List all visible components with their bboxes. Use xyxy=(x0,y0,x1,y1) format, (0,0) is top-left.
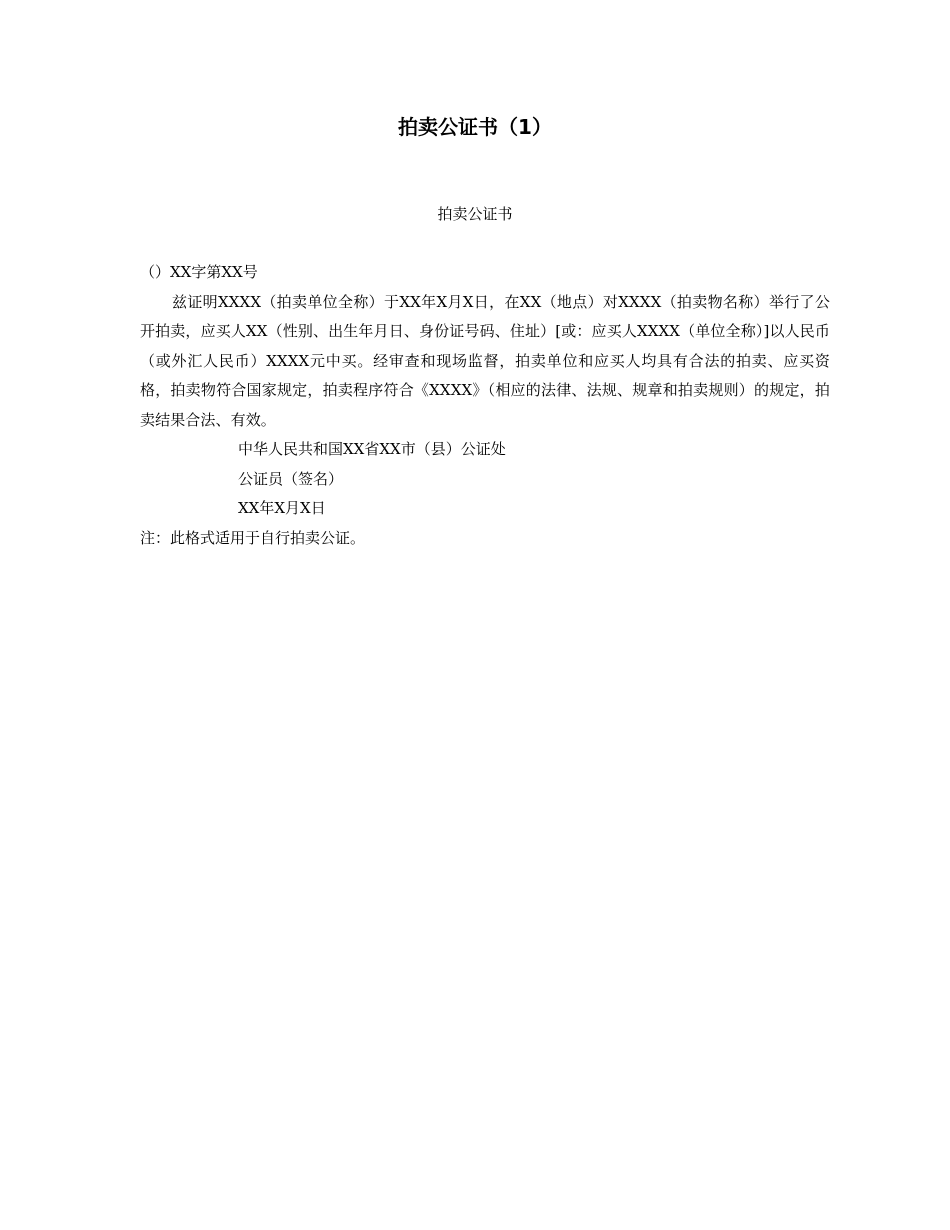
document-body xyxy=(140,258,830,553)
reference-number: （）XX字第XX号 xyxy=(140,263,258,281)
issuer-line: 中华人民共和国XX省XX市（县）公证处 xyxy=(238,440,506,458)
document-subtitle: 拍卖公证书 xyxy=(437,205,513,223)
notary-line: 公证员（签名） xyxy=(238,469,344,488)
footnote: 注：此格式适用于自行拍卖公证。 xyxy=(140,528,366,547)
body-paragraph: 兹证明XXXX（拍卖单位全称）于XX年X月X日，在XX（地点）对XXXX（拍卖物名称）举行了公开拍卖，应买人XX（性别、出生年月日、身份证号码、住址）[或：应买人XXXX（单位全称）]以人民币（或外汇人民币）XXXX元中买。经审查和现场监督，拍卖单位和应买人均具有合法的拍卖、应买资格，拍卖物符合国家规定，拍卖程序符合《XXXX》（相应的法律、法规、规章和拍卖规则）的规定，拍卖结果合法、有效。 xyxy=(140,292,830,429)
date-line: XX年X月X日 xyxy=(238,499,326,517)
page-title: 拍卖公证书（1） xyxy=(398,115,552,139)
